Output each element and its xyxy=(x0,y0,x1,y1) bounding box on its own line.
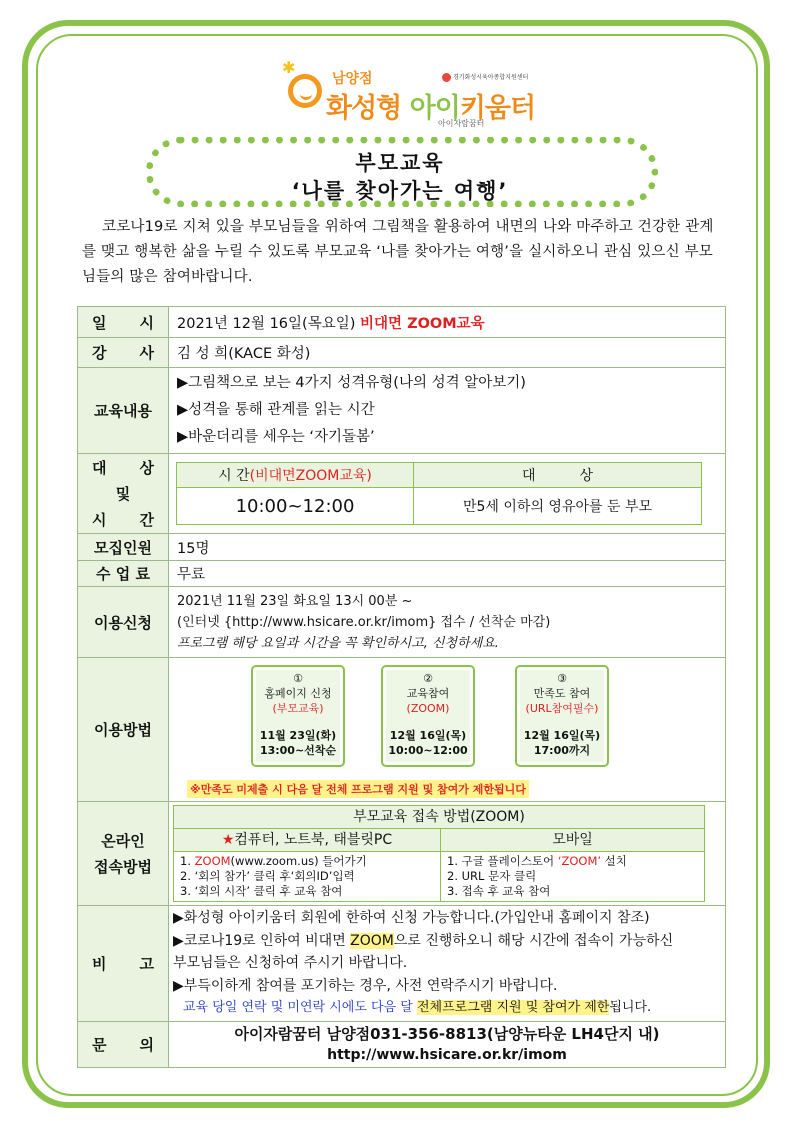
step-1 xyxy=(251,665,345,767)
date-online-text: 비대면 ZOOM교육 xyxy=(360,315,485,332)
note-line-5-blue: 교육 당일 연락 및 미연락 시에도 다음 달 xyxy=(183,1000,417,1016)
online-pc-items xyxy=(174,852,441,902)
header-method: 이용방법 xyxy=(78,658,169,802)
header-target xyxy=(78,454,169,534)
apply-value xyxy=(169,587,726,658)
header-lecturer-1: 강 xyxy=(92,344,107,362)
logo-main-mid: 아이 xyxy=(409,93,460,124)
header-notes-1: 비 xyxy=(92,955,107,973)
online-table xyxy=(173,805,705,902)
step-1-num: ① xyxy=(293,671,303,685)
step-3-time: 17:00까지 xyxy=(533,743,591,757)
note-line-2b: 으로 진행하오니 해당 시간에 접속이 가능하신 xyxy=(393,932,674,949)
mobile-item: 2. URL 문자 클릭 xyxy=(447,869,537,883)
mobile-item: 1. 구글 플레이스토어 ‘ZOOM’ 설치 xyxy=(447,854,627,868)
row-capacity xyxy=(78,534,726,561)
header-lecturer xyxy=(78,338,169,368)
contact-phone: 아이자람꿈터 남양점031-356-8813(남양뉴타운 LH4단지 내) xyxy=(234,1024,660,1043)
row-lecturer xyxy=(78,338,726,368)
schedule-header-time xyxy=(177,463,414,488)
header-contact-1: 문 xyxy=(92,1036,107,1054)
pc-item: 1. ZOOM(www.zoom.us) 들어가기 xyxy=(180,854,367,868)
header-target-5: 간 xyxy=(139,510,154,529)
step-2 xyxy=(381,665,475,767)
note-line-2 xyxy=(173,930,721,953)
header-fee: 수 업 료 xyxy=(78,561,169,587)
header-lecturer-2: 사 xyxy=(139,344,154,362)
header-notes xyxy=(78,906,169,1022)
step-2-num: ② xyxy=(423,671,433,685)
fee-value: 무료 xyxy=(169,561,726,587)
step-3-date: 12월 16일(목) xyxy=(523,728,601,742)
header-online-2: 접속방법 xyxy=(94,857,152,876)
org-logo-icon xyxy=(442,73,451,82)
note-zoom: ZOOM xyxy=(350,932,394,949)
header-date xyxy=(78,307,169,338)
step-1-time: 13:00~선착순 xyxy=(259,743,337,757)
step-1-name: 홈페이지 신청 xyxy=(264,686,332,700)
header-contact-2: 의 xyxy=(139,1036,154,1054)
schedule-table xyxy=(176,462,702,525)
row-target xyxy=(78,454,726,534)
row-method xyxy=(78,658,726,802)
logo-org-text: 경기화성시육아종합지원센터 xyxy=(453,74,529,81)
header-target-1: 대 xyxy=(92,458,107,477)
step-1-red: (부모교육) xyxy=(272,701,324,715)
step-3-num: ③ xyxy=(557,671,567,685)
schedule-target: 만5세 이하의 영유아를 둔 부모 xyxy=(414,488,702,525)
logo-org xyxy=(442,72,528,82)
star-icon: ★ xyxy=(221,831,235,848)
logo-branch: 남양점 xyxy=(332,71,373,87)
capacity-value: 15명 xyxy=(169,534,726,561)
content-item: ▶그림책으로 보는 4가지 성격유형(나의 성격 알아보기) xyxy=(177,375,526,391)
row-date xyxy=(78,307,726,338)
note-line-3: 부모님들은 신청하여 주시기 바랍니다. xyxy=(173,955,408,972)
header-target-4: 시 xyxy=(92,510,107,529)
note-line-4: ▶부득이하게 참여를 포기하는 경우, 사전 연락주시기 바랍니다. xyxy=(173,977,558,994)
apply-start: 2021년 11월 23일 화요일 13시 00분 ~ xyxy=(177,593,413,609)
lecturer-value: 김 성 희(KACE 화성) xyxy=(169,338,726,368)
apply-url: (인터넷 {http://www.hsicare.or.kr/imom} 접수 / 선착순 마감) xyxy=(177,614,551,630)
schedule-header-target xyxy=(414,463,702,488)
note-line-5 xyxy=(173,997,721,1020)
header-date-1: 일 xyxy=(92,313,107,332)
target-value xyxy=(169,454,726,534)
online-value xyxy=(169,802,726,906)
logo-main xyxy=(326,86,535,125)
header-contact xyxy=(78,1022,169,1068)
online-mobile-items xyxy=(441,852,705,902)
logo xyxy=(282,60,542,130)
step-2-time: 10:00~12:00 xyxy=(388,743,468,757)
title-line1: 부모교육 xyxy=(355,151,445,175)
intro-text: 코로나19로 지쳐 있을 부모님들을 위하여 그림책을 활용하여 내면의 나와 마주하고 건강한 관계를 맺고 행복한 삶을 누릴 수 있도록 부모교육 ‘나를 찾아가는 여행’을 실시하오니 관심 있으신 부모님들의 많은 참여바랍니다. xyxy=(82,219,714,285)
contact-value xyxy=(169,1022,726,1068)
note-line-2a: ▶코로나19로 인하여 비대면 xyxy=(173,932,351,949)
header-date-2: 시 xyxy=(139,313,154,332)
notes-value xyxy=(169,906,726,1022)
schedule-header-target-1: 대 xyxy=(521,468,536,484)
header-capacity: 모집인원 xyxy=(78,534,169,561)
online-title: 부모교육 접속 방법(ZOOM) xyxy=(174,806,705,829)
schedule-header-time-red: (비대면ZOOM교육) xyxy=(249,468,372,484)
step-3-name: 만족도 참여 xyxy=(533,686,591,700)
title-line2: ‘나를 찾아가는 여행’ xyxy=(291,179,509,203)
online-mobile-title: 모바일 xyxy=(441,829,705,852)
online-pc-title-text: 컴퓨터, 노트북, 태블릿PC xyxy=(234,831,393,848)
date-text: 2021년 12월 16일(목요일) xyxy=(177,315,360,332)
header-target-2: 상 xyxy=(139,458,154,477)
satisfaction-warning: ※만족도 미제출 시 다음 달 전체 프로그램 지원 및 참여가 제한됩니다 xyxy=(187,780,529,798)
step-1-date: 11월 23일(화) xyxy=(259,728,337,742)
star-icon: ✱ xyxy=(282,58,296,77)
header-notes-2: 고 xyxy=(139,955,154,973)
step-3 xyxy=(515,665,609,767)
content-item: ▶바운더리를 세우는 ‘자기돌봄’ xyxy=(177,429,375,445)
row-online xyxy=(78,802,726,906)
content-value xyxy=(169,368,726,454)
logo-main-prefix: 화성형 xyxy=(326,93,410,124)
header-online xyxy=(78,802,169,906)
header-online-1: 온라인 xyxy=(101,831,145,850)
schedule-time: 10:00~12:00 xyxy=(177,488,414,525)
note-line-1: ▶화성형 아이키움터 회원에 한하여 신청 가능합니다.(가입안내 홈페이지 참조) xyxy=(173,910,650,927)
row-fee xyxy=(78,561,726,587)
schedule-header-target-2: 상 xyxy=(579,468,594,484)
row-contact xyxy=(78,1022,726,1068)
info-table xyxy=(77,306,726,1068)
smile-icon xyxy=(288,74,322,108)
logo-sub: 아이자람꿈터 xyxy=(438,119,485,128)
content-item: ▶성격을 통해 관계를 읽는 시간 xyxy=(177,402,375,418)
steps xyxy=(169,659,725,801)
method-value xyxy=(169,658,726,802)
step-2-date: 12월 16일(목) xyxy=(389,728,467,742)
online-pc-title xyxy=(174,829,441,852)
step-3-red: (URL참여필수) xyxy=(525,701,599,715)
pc-item: 3. ‘회의 시작’ 클릭 후 교육 참여 xyxy=(180,884,343,898)
header-content: 교육내용 xyxy=(78,368,169,454)
note-line-5-highlight: 전체프로그램 지원 및 참여가 제한 xyxy=(417,1000,610,1016)
header-apply: 이용신청 xyxy=(78,587,169,658)
date-value xyxy=(169,307,726,338)
step-2-name: 교육참여 xyxy=(406,686,450,700)
schedule-header-time-text: 시 간 xyxy=(218,468,250,484)
contact-url[interactable]: http://www.hsicare.or.kr/imom xyxy=(327,1046,567,1063)
row-apply xyxy=(78,587,726,658)
logo-main-suffix: 키움터 xyxy=(459,93,536,124)
row-notes xyxy=(78,906,726,1022)
note-line-5-end: 됩니다. xyxy=(609,1000,652,1016)
apply-note: 프로그램 해당 요일과 시간을 꼭 확인하시고, 신청하세요. xyxy=(177,635,499,651)
pc-item: 2. ‘회의 참가’ 클릭 후‘회의ID’입력 xyxy=(180,869,355,883)
mobile-item: 3. 접속 후 교육 참여 xyxy=(447,884,551,898)
step-2-red: (ZOOM) xyxy=(406,701,450,715)
header-target-3: 및 xyxy=(115,484,131,503)
row-content xyxy=(78,368,726,454)
